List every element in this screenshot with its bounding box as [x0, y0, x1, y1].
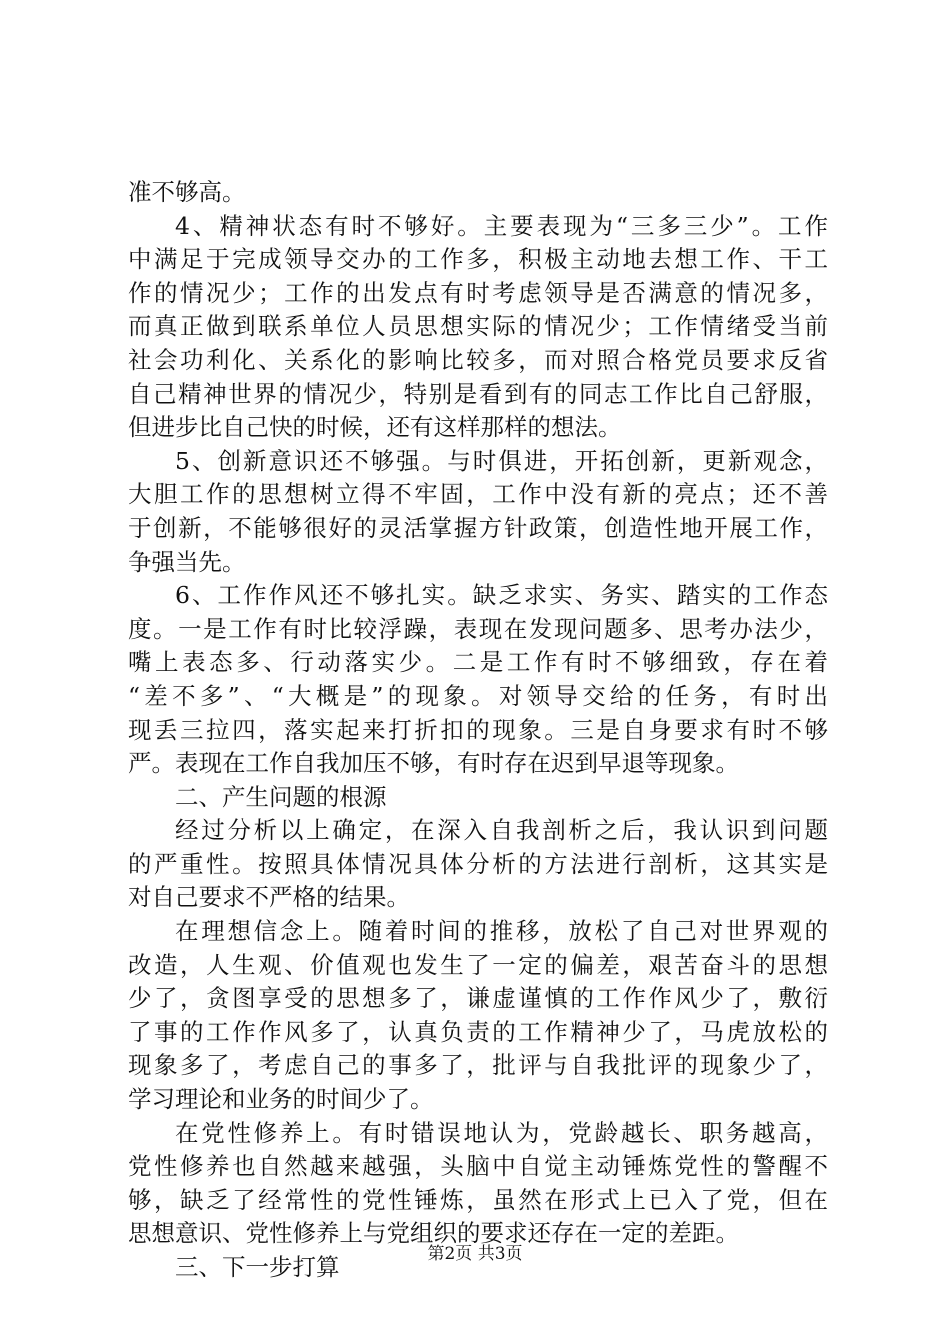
text-line: 4、精神状态有时不够好。主要表现为“三多三少”。工作: [175, 211, 828, 240]
text-line: 在党性修养上。有时错误地认为，党龄越长、职务越高，: [175, 1118, 828, 1147]
text-line: 对自己要求不严格的结果。: [128, 883, 410, 912]
text-line: 的严重性。按照具体情况具体分析的方法进行剖析，这其实是: [128, 849, 828, 878]
text-line: 现象多了，考虑自己的事多了，批评与自我批评的现象少了，: [128, 1051, 828, 1080]
text-line: 现丢三拉四，落实起来打折扣的现象。三是自身要求有时不够: [128, 715, 828, 744]
text-line: 经过分析以上确定，在深入自我剖析之后，我认识到问题: [175, 816, 828, 845]
text-line: 思想意识、党性修养上与党组织的要求还存在一定的差距。: [128, 1219, 739, 1248]
text-line: 争强当先。: [128, 547, 246, 576]
text-line: 自己精神世界的情况少，特别是看到有的同志工作比自己舒服，: [128, 379, 828, 408]
text-line: 作的情况少；工作的出发点有时考虑领导是否满意的情况多，: [128, 278, 828, 307]
text-line: 少了，贪图享受的思想多了，谦虚谨慎的工作作风少了，敷衍: [128, 984, 828, 1013]
text-line: 中满足于完成领导交办的工作多，积极主动地去想工作、干工: [128, 245, 828, 274]
text-line: 大胆工作的思想树立得不牢固，工作中没有新的亮点；还不善: [128, 480, 828, 509]
text-line: 三、下一步打算: [175, 1253, 340, 1281]
text-line: 嘴上表态多、行动落实少。二是工作有时不够细致，存在着: [128, 648, 828, 677]
document-body: [128, 176, 828, 1285]
text-line: 社会功利化、关系化的影响比较多，而对照合格党员要求反省: [128, 345, 828, 374]
text-line: 5、创新意识还不够强。与时俱进，开拓创新，更新观念，: [175, 446, 828, 475]
text-line: 够，缺乏了经常性的党性锤炼，虽然在形式上已入了党，但在: [128, 1185, 828, 1214]
text-line: 了事的工作作风多了，认真负责的工作精神少了，马虎放松的: [128, 1017, 828, 1046]
text-line: 党性修养也自然越来越强，头脑中自觉主动锤炼党性的警醒不: [128, 1152, 828, 1181]
text-line: 6、工作作风还不够扎实。缺乏求实、务实、踏实的工作态: [175, 581, 828, 610]
text-line: 于创新，不能够很好的灵活掌握方针政策，创造性地开展工作，: [128, 513, 828, 542]
text-line: 度。一是工作有时比较浮躁，表现在发现问题多、思考办法少，: [128, 614, 828, 643]
text-line: 而真正做到联系单位人员思想实际的情况少；工作情绪受当前: [128, 312, 828, 341]
text-line: “差不多”、“大概是”的现象。对领导交给的任务，有时出: [128, 681, 828, 710]
text-line: 二、产生问题的根源: [175, 782, 387, 811]
text-line: 准不够高。: [128, 178, 246, 206]
text-line: 学习理论和业务的时间少了。: [128, 1085, 434, 1114]
text-line: 但进步比自己快的时候，还有这样那样的想法。: [128, 413, 622, 442]
text-line: 严。表现在工作自我加压不够，有时存在迟到早退等现象。: [128, 749, 739, 778]
text-line: 改造，人生观、价值观也发生了一定的偏差，艰苦奋斗的思想: [128, 950, 828, 979]
page-footer: 第2页 共3页: [427, 1244, 523, 1264]
text-line: 在理想信念上。随着时间的推移，放松了自己对世界观的: [175, 917, 828, 946]
